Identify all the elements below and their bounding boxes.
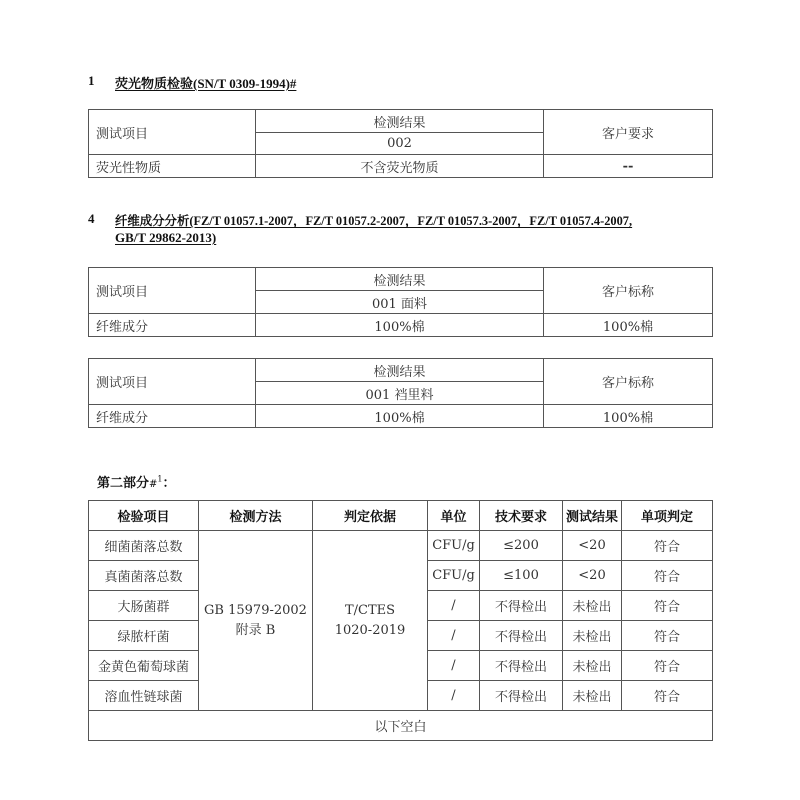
part-2-title: 第二部分 <box>97 476 150 491</box>
cell-result: 未检出 <box>563 651 622 681</box>
cell-item: 金黄色葡萄球菌 <box>89 651 199 681</box>
cell-item: 细菌菌落总数 <box>89 531 199 561</box>
header-sample-id: 001 裆里料 <box>256 382 544 405</box>
cell-requirement: ≤200 <box>480 531 563 561</box>
cell-item: 荧光性物质 <box>89 155 256 178</box>
table-footer-row <box>89 711 713 741</box>
method-line1: GB 15979-2002 <box>204 602 307 618</box>
header-inspection-item: 检验项目 <box>89 501 199 531</box>
cell-result: <20 <box>563 561 622 591</box>
cell-requirement: 不得检出 <box>480 651 563 681</box>
cell-requirement: 不得检出 <box>480 681 563 711</box>
table-row <box>89 531 713 561</box>
cell-item: 纤维成分 <box>89 405 256 428</box>
header-technical-requirement: 技术要求 <box>480 501 563 531</box>
fiber-composition-table-crotch-lining <box>88 358 713 428</box>
section-title-line2: GB/T 29862-2013) <box>115 230 217 245</box>
header-customer-label: 客户标称 <box>544 359 713 405</box>
cell-result: <20 <box>563 531 622 561</box>
header-test-result: 检测结果 <box>256 268 544 291</box>
header-test-item: 测试项目 <box>89 110 256 155</box>
fluorescence-test-table <box>88 109 713 178</box>
cell-result: 100%棉 <box>256 314 544 337</box>
cell-judgement-basis <box>313 531 428 711</box>
table-row <box>89 314 713 337</box>
header-sample-id: 001 面料 <box>256 291 544 314</box>
header-judgement-basis: 判定依据 <box>313 501 428 531</box>
cell-customer: -- <box>544 155 713 178</box>
cell-unit: / <box>428 651 480 681</box>
cell-requirement: ≤100 <box>480 561 563 591</box>
cell-result: 未检出 <box>563 591 622 621</box>
basis-line2: 1020-2019 <box>334 622 406 638</box>
header-sample-id: 002 <box>256 133 544 155</box>
part-2-mark: # <box>149 479 158 490</box>
header-unit: 单位 <box>428 501 480 531</box>
cell-item: 溶血性链球菌 <box>89 681 199 711</box>
cell-unit: CFU/g <box>428 561 480 591</box>
cell-unit: CFU/g <box>428 531 480 561</box>
section-number: 4 <box>88 211 95 226</box>
header-customer-requirement: 客户要求 <box>544 110 713 155</box>
cell-requirement: 不得检出 <box>480 591 563 621</box>
cell-verdict: 符合 <box>622 651 713 681</box>
header-test-method: 检测方法 <box>199 501 313 531</box>
cell-unit: / <box>428 591 480 621</box>
cell-result: 未检出 <box>563 621 622 651</box>
cell-requirement: 不得检出 <box>480 621 563 651</box>
cell-customer: 100%棉 <box>544 314 713 337</box>
microbiology-test-table <box>88 500 713 741</box>
footer-blank-below: 以下空白 <box>89 711 713 741</box>
header-test-result: 测试结果 <box>563 501 622 531</box>
table-row <box>89 155 713 178</box>
cell-item: 纤维成分 <box>89 314 256 337</box>
cell-verdict: 符合 <box>622 681 713 711</box>
basis-line1: T/CTES <box>344 602 396 618</box>
cell-verdict: 符合 <box>622 621 713 651</box>
cell-item: 大肠菌群 <box>89 591 199 621</box>
cell-verdict: 符合 <box>622 531 713 561</box>
header-customer-label: 客户标称 <box>544 268 713 314</box>
table-row <box>89 405 713 428</box>
section-title-line1: 纤维成分分析(FZ/T 01057.1-2007，FZ/T 01057.2-2007，FZ/T 01057.3-2007，FZ/T 01057.4-2007, <box>115 214 633 228</box>
header-verdict: 单项判定 <box>622 501 713 531</box>
cell-unit: / <box>428 621 480 651</box>
section-title: 荧光物质检验(SN/T 0309-1994)# <box>115 76 297 91</box>
section-number: 1 <box>88 73 95 88</box>
cell-result: 不含荧光物质 <box>256 155 544 178</box>
header-test-result: 检测结果 <box>256 110 544 133</box>
cell-result: 100%棉 <box>256 405 544 428</box>
header-test-item: 测试项目 <box>89 268 256 314</box>
cell-test-method <box>199 531 313 711</box>
cell-unit: / <box>428 681 480 711</box>
cell-item: 绿脓杆菌 <box>89 621 199 651</box>
part-2-footnote: 1 <box>157 474 163 484</box>
header-test-item: 测试项目 <box>89 359 256 405</box>
cell-verdict: 符合 <box>622 561 713 591</box>
header-test-result: 检测结果 <box>256 359 544 382</box>
part-2-colon: ： <box>162 476 176 491</box>
part-2-heading <box>97 472 176 491</box>
cell-result: 未检出 <box>563 681 622 711</box>
cell-verdict: 符合 <box>622 591 713 621</box>
fiber-composition-table-fabric <box>88 267 713 337</box>
cell-customer: 100%棉 <box>544 405 713 428</box>
cell-item: 真菌菌落总数 <box>89 561 199 591</box>
method-line2: 附录 B <box>235 622 276 638</box>
